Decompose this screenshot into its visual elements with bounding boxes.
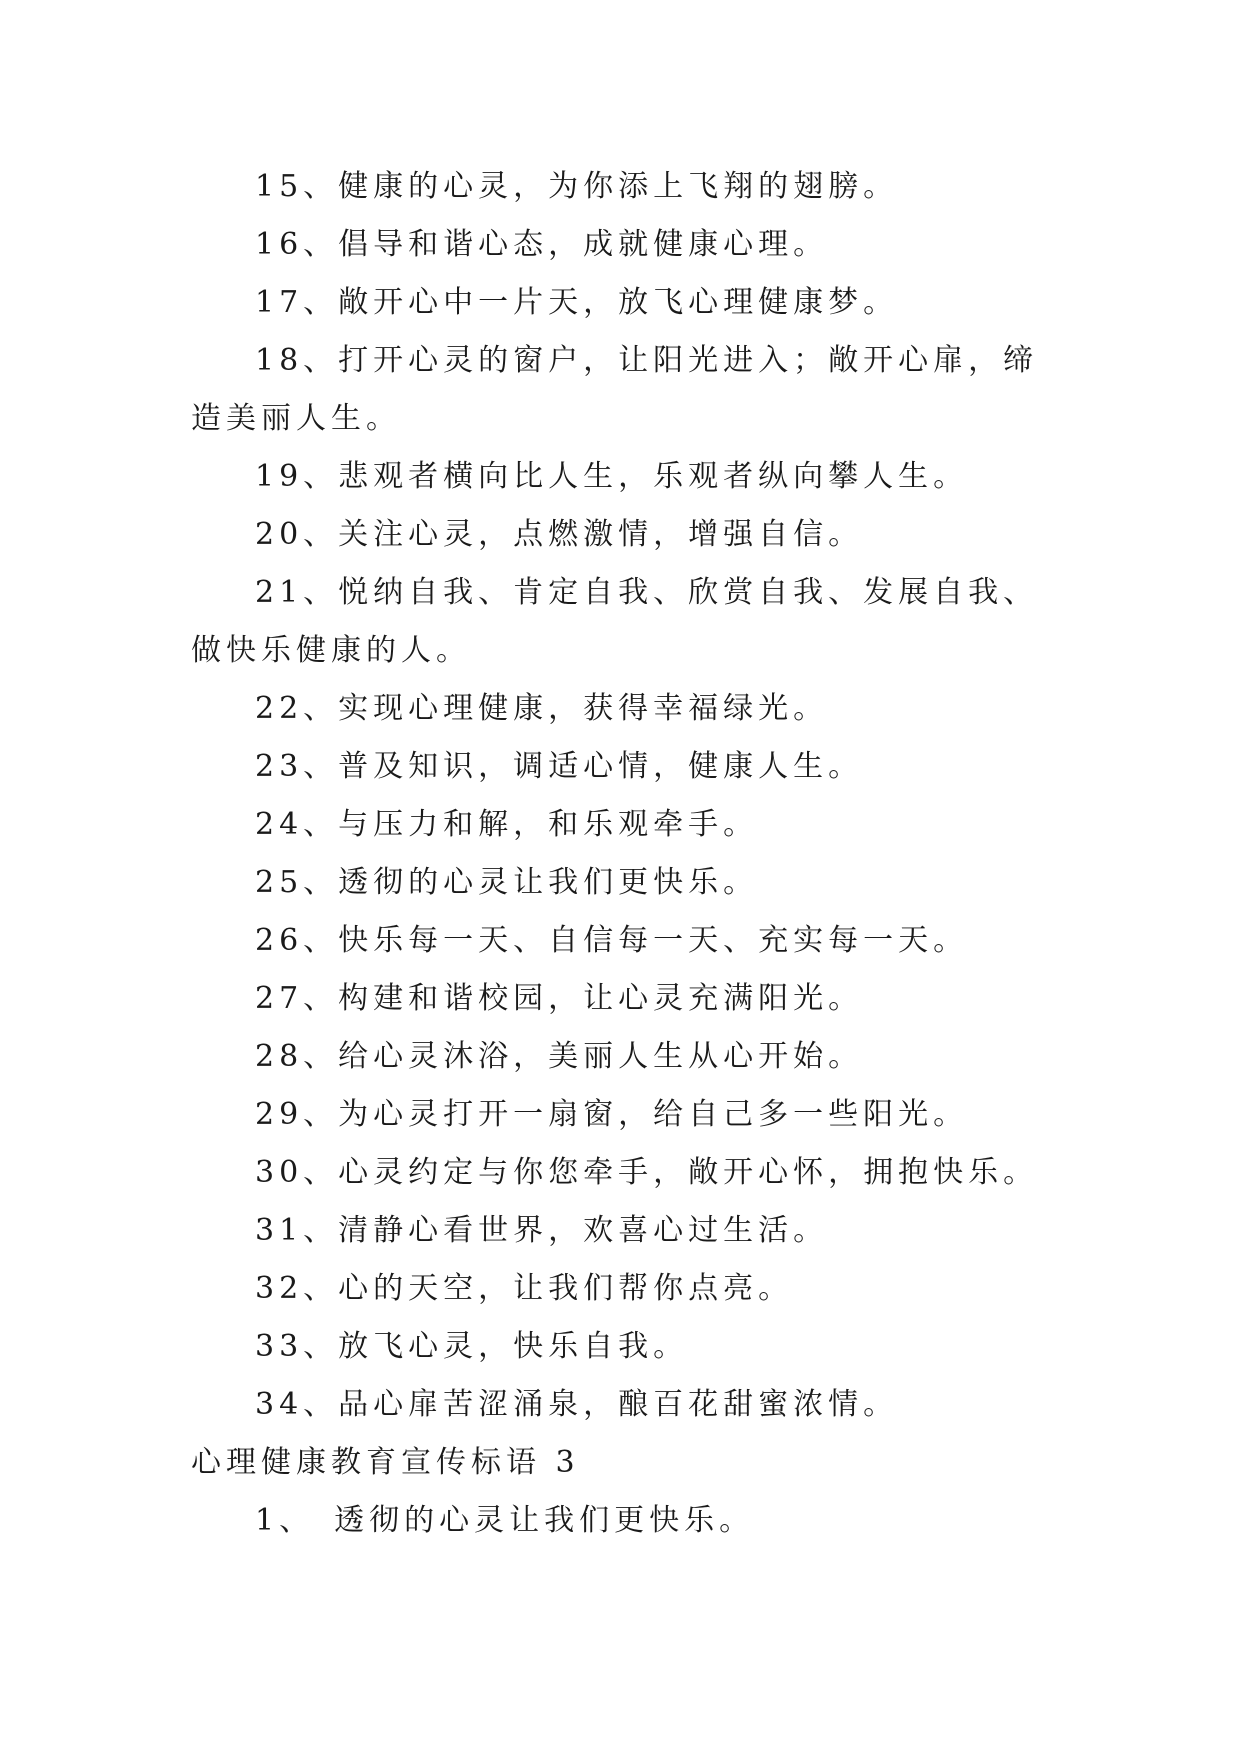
slogan-item-29: 29、为心灵打开一扇窗，给自己多一些阳光。 — [255, 1097, 969, 1132]
slogan-item-22: 22、实现心理健康，获得幸福绿光。 — [255, 691, 829, 726]
slogan-item-31: 31、清静心看世界，欢喜心过生活。 — [255, 1213, 829, 1248]
slogan-item-23: 23、普及知识，调适心情，健康人生。 — [255, 749, 864, 784]
slogan-item-19: 19、悲观者横向比人生，乐观者纵向攀人生。 — [255, 459, 969, 494]
slogan-item-28: 28、给心灵沐浴，美丽人生从心开始。 — [255, 1039, 864, 1074]
slogan-item-26: 26、快乐每一天、自信每一天、充实每一天。 — [255, 923, 969, 958]
slogan-item-18: 18、打开心灵的窗户，让阳光进入；敞开心扉，缔造美丽人生。 — [191, 343, 1039, 436]
slogan-item-33: 33、放飞心灵，快乐自我。 — [255, 1329, 689, 1364]
slogan-item-27: 27、构建和谐校园，让心灵充满阳光。 — [255, 981, 864, 1016]
section-slogan-item-1: 1、 透彻的心灵让我们更快乐。 — [255, 1503, 755, 1538]
slogan-item-24: 24、与压力和解，和乐观牵手。 — [255, 807, 759, 842]
document-body — [191, 158, 1053, 1550]
slogan-item-34: 34、品心扉苦涩涌泉，酿百花甜蜜浓情。 — [255, 1387, 899, 1422]
slogan-item-32: 32、心的天空，让我们帮你点亮。 — [255, 1271, 794, 1306]
slogan-item-20: 20、关注心灵，点燃激情，增强自信。 — [255, 517, 864, 552]
slogan-item-17: 17、敞开心中一片天，放飞心理健康梦。 — [255, 285, 899, 320]
slogan-item-30: 30、心灵约定与你您牵手，敞开心怀，拥抱快乐。 — [255, 1155, 1039, 1190]
slogan-item-15: 15、健康的心灵，为你添上飞翔的翅膀。 — [255, 169, 899, 204]
section-heading: 心理健康教育宣传标语 3 — [191, 1445, 580, 1480]
slogan-item-21: 21、悦纳自我、肯定自我、欣赏自我、发展自我、做快乐健康的人。 — [191, 575, 1039, 668]
slogan-item-25: 25、透彻的心灵让我们更快乐。 — [255, 865, 759, 900]
slogan-item-16: 16、倡导和谐心态，成就健康心理。 — [255, 227, 829, 262]
